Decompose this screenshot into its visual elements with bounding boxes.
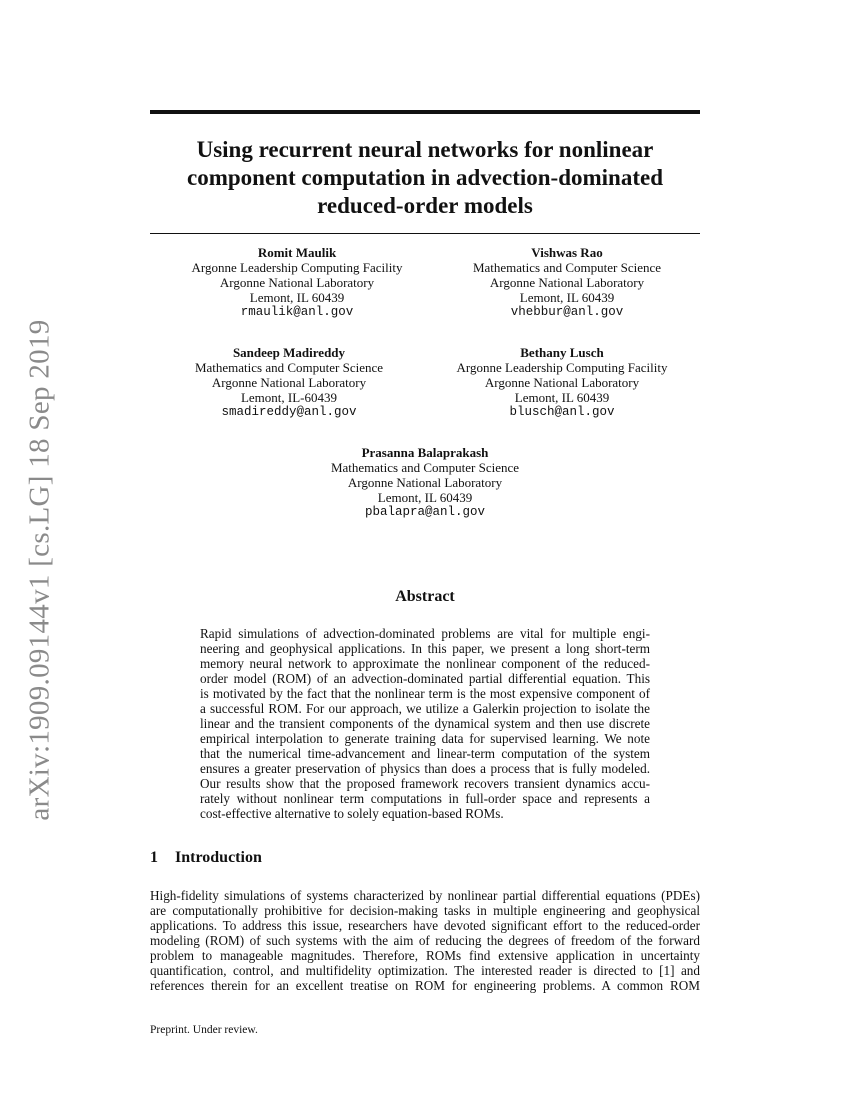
text-line: are computationally prohibitive for decision-making tasks in multiple engineering and geophysical	[150, 903, 700, 918]
author-block	[147, 245, 447, 320]
author-affiliation: Mathematics and Computer Science	[194, 360, 384, 375]
title-rule-bottom	[150, 233, 700, 234]
arxiv-stamp: arXiv:1909.09144v1 [cs.LG] 18 Sep 2019	[23, 319, 56, 821]
author-name: Vishwas Rao	[531, 245, 603, 260]
title-line: Using recurrent neural networks for nonlinear	[196, 137, 654, 162]
author-name: Romit Maulik	[257, 245, 337, 260]
author-block	[139, 345, 439, 420]
text-line: cost-effective alternative to solely equation-based ROMs.	[200, 806, 504, 821]
author-block	[417, 245, 717, 320]
text-line: order model (ROM) of an advection-dominated partial differential equation. This	[200, 671, 650, 686]
text-line: Rapid simulations of advection-dominated problems are vital for multiple engi-	[200, 626, 650, 641]
paper-title	[150, 136, 700, 220]
author-email[interactable]: vhebbur@anl.gov	[510, 305, 624, 319]
author-email[interactable]: smadireddy@anl.gov	[221, 405, 357, 419]
author-affiliation: Argonne National Laboratory	[211, 375, 367, 390]
author-affiliation: Mathematics and Computer Science	[472, 260, 662, 275]
text-line: applications. To address this issue, researchers have devoted significant effort to the reduced-order	[150, 918, 700, 933]
author-name: Sandeep Madireddy	[232, 345, 346, 360]
author-affiliation: Argonne National Laboratory	[484, 375, 640, 390]
author-email[interactable]: pbalapra@anl.gov	[364, 505, 486, 519]
author-block	[275, 445, 575, 520]
author-affiliation: Argonne Leadership Computing Facility	[456, 360, 668, 375]
author-email[interactable]: rmaulik@anl.gov	[240, 305, 354, 319]
introduction-body	[150, 888, 700, 993]
author-affiliation: Argonne National Laboratory	[489, 275, 645, 290]
author-address: Lemont, IL 60439	[519, 290, 615, 305]
author-block	[412, 345, 712, 420]
section-number: 1	[150, 849, 158, 866]
author-affiliation: Argonne National Laboratory	[347, 475, 503, 490]
text-line: problem to manageable magnitudes. Therefore, ROMs find extensive application in uncertainty	[150, 948, 700, 963]
author-affiliation: Mathematics and Computer Science	[330, 460, 520, 475]
title-line: component computation in advection-dominated	[187, 165, 663, 190]
author-affiliation: Argonne National Laboratory	[219, 275, 375, 290]
title-line: reduced-order models	[317, 193, 533, 218]
author-name: Prasanna Balaprakash	[361, 445, 489, 460]
text-line: ensures a greater preservation of physics than does a process that is fully modeled.	[200, 761, 650, 776]
author-email[interactable]: blusch@anl.gov	[509, 405, 615, 419]
text-line: is motivated by the fact that the nonlinear term is the most expensive component of	[200, 686, 650, 701]
abstract-heading: Abstract	[395, 588, 455, 605]
text-line: linear and the transient components of the dynamical system and then use discrete	[200, 716, 650, 731]
text-line: quantification, control, and multifidelity optimization. The interested reader is directed to [1] and	[150, 963, 700, 978]
author-address: Lemont, IL-60439	[240, 390, 338, 405]
text-line: neering and geophysical applications. In this paper, we present a long short-term	[200, 641, 650, 656]
author-name: Bethany Lusch	[520, 345, 604, 360]
text-line: empirical interpolation to generate training data for supervised learning. We note	[200, 731, 650, 746]
footer-note: Preprint. Under review.	[150, 1024, 258, 1036]
text-line: that the numerical time-advancement and linear-term computation of the system	[200, 746, 650, 761]
abstract-body	[200, 626, 650, 821]
title-rule-top	[150, 110, 700, 114]
text-line: references therein for an excellent treatise on ROM for engineering problems. A common ROM	[150, 978, 700, 993]
text-line: Our results show that the proposed framework recovers transient dynamics accu-	[200, 776, 650, 791]
section-heading-introduction	[150, 849, 262, 867]
section-title: Introduction	[175, 849, 262, 866]
text-line: High-fidelity simulations of systems characterized by nonlinear partial differential equations (PDEs)	[150, 888, 700, 903]
text-line: modeling (ROM) of such systems with the aim of reducing the degrees of freedom of the forward	[150, 933, 700, 948]
text-line: rately without nonlinear term computations in full-order space and represents a	[200, 791, 650, 806]
author-address: Lemont, IL 60439	[249, 290, 345, 305]
text-line: a successful ROM. For our approach, we utilize a Galerkin projection to isolate the	[200, 701, 650, 716]
author-affiliation: Argonne Leadership Computing Facility	[191, 260, 403, 275]
author-address: Lemont, IL 60439	[514, 390, 610, 405]
author-address: Lemont, IL 60439	[377, 490, 473, 505]
text-line: memory neural network to approximate the nonlinear component of the reduced-	[200, 656, 650, 671]
